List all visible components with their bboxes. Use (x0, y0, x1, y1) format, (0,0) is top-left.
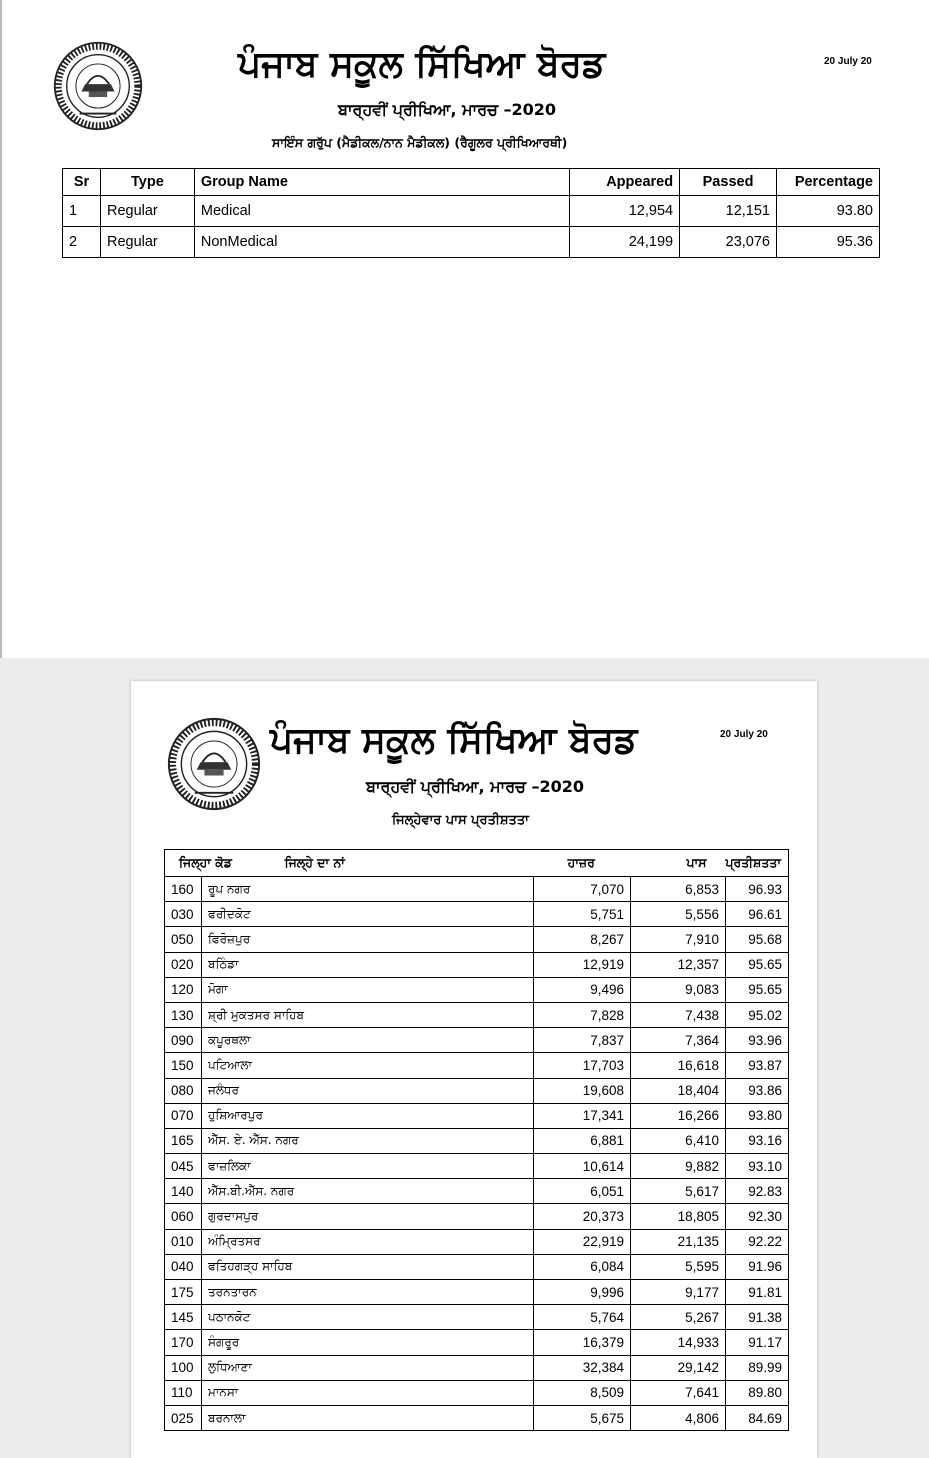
cell-district-name: ਅੰਮ੍ਰਿਤਸਰ (201, 1229, 533, 1254)
cell-district-name: ਬਰਨਾਲਾ (201, 1405, 533, 1430)
cell-district-code: 020 (165, 952, 202, 977)
cell-district-code: 045 (165, 1154, 202, 1179)
table-row (165, 952, 789, 977)
table-row (63, 227, 880, 258)
cell-district-name: ਜਲੰਧਰ (201, 1078, 533, 1103)
cell-percentage: 89.80 (725, 1380, 788, 1405)
table-row (165, 1254, 789, 1279)
cell-passed: 5,617 (631, 1179, 726, 1204)
cell-passed: 7,364 (631, 1028, 726, 1053)
cell-district-name: ਫਰੀਦਕੋਟ (201, 902, 533, 927)
report-date: 20 July 20 (824, 56, 872, 67)
cell-appeared: 17,703 (534, 1053, 631, 1078)
table-row (165, 1229, 789, 1254)
district-wise-line: ਜਿਲ੍ਹੇਵਾਰ ਪਾਸ ਪ੍ਰਤੀਸ਼ਤਤਾ (392, 813, 529, 828)
cell-district-name: ਕਪੂਰਥਲਾ (201, 1028, 533, 1053)
cell-appeared: 7,070 (534, 877, 631, 902)
table-row (165, 927, 789, 952)
cell-district-name: ਸੰਗਰੂਰ (201, 1330, 533, 1355)
cell-percentage: 89.99 (725, 1355, 788, 1380)
cell-percentage: 92.30 (725, 1204, 788, 1229)
cell-percentage: 91.81 (725, 1280, 788, 1305)
cell-passed: 5,595 (631, 1254, 726, 1279)
cell-district-code: 010 (165, 1229, 202, 1254)
cell-appeared: 22,919 (534, 1229, 631, 1254)
cell-district-name: ਮੋਗਾ (201, 977, 533, 1002)
cell-passed: 6,410 (631, 1128, 726, 1153)
header-code-name (165, 850, 534, 877)
cell-passed: 18,805 (631, 1204, 726, 1229)
table-row (63, 196, 880, 227)
cell-appeared: 5,764 (534, 1305, 631, 1330)
header-type: Type (100, 169, 194, 196)
cell-passed: 7,910 (631, 927, 726, 952)
cell-passed: 12,151 (680, 196, 777, 227)
cell-appeared: 5,675 (534, 1405, 631, 1430)
header-percentage: ਪ੍ਰਤੀਸ਼ਤਤਾ (725, 850, 788, 877)
cell-district-name: ਫਿਰੋਜ਼ਪੁਰ (201, 927, 533, 952)
cell-passed: 16,266 (631, 1103, 726, 1128)
cell-passed: 12,357 (631, 952, 726, 977)
cell-district-name: ਸ਼੍ਰੀ ਮੁਕਤਸਰ ਸਾਹਿਬ (201, 1002, 533, 1027)
cell-district-code: 170 (165, 1330, 202, 1355)
table-row (165, 1204, 789, 1229)
cell-district-code: 120 (165, 977, 202, 1002)
cell-passed: 5,267 (631, 1305, 726, 1330)
cell-district-name: ਮਾਨਸਾ (201, 1380, 533, 1405)
cell-percentage: 92.83 (725, 1179, 788, 1204)
board-logo (52, 40, 144, 132)
header-district-code: ਜਿਲ੍ਹਾ ਕੋਡ (179, 855, 232, 870)
cell-district-code: 165 (165, 1128, 202, 1153)
cell-sr: 1 (63, 196, 101, 227)
cell-passed: 14,933 (631, 1330, 726, 1355)
cell-percentage: 93.10 (725, 1154, 788, 1179)
table-row (165, 1053, 789, 1078)
cell-district-code: 150 (165, 1053, 202, 1078)
cell-district-name: ਫਾਜ਼ਲਿਕਾ (201, 1154, 533, 1179)
cell-district-name: ਬਠਿੰਡਾ (201, 952, 533, 977)
cell-percentage: 95.68 (725, 927, 788, 952)
cell-appeared: 16,379 (534, 1330, 631, 1355)
cell-passed: 9,882 (631, 1154, 726, 1179)
cell-district-name: ਫਤਿਹਗੜ੍ਹ ਸਾਹਿਬ (201, 1254, 533, 1279)
cell-district-code: 025 (165, 1405, 202, 1430)
cell-district-name: ਲੁਧਿਆਣਾ (201, 1355, 533, 1380)
cell-district-name: ਪਠਾਨਕੋਟ (201, 1305, 533, 1330)
cell-district-name: ਤਰਨਤਾਰਨ (201, 1280, 533, 1305)
cell-appeared: 17,341 (534, 1103, 631, 1128)
cell-percentage: 96.93 (725, 877, 788, 902)
header-passed: ਪਾਸ (631, 850, 726, 877)
group-line: ਸਾਇੰਸ ਗਰੁੱਪ (ਮੈਡੀਕਲ/ਨਾਨ ਮੈਡੀਕਲ) (ਰੈਗੂਲਰ ਪ੍ਰੀਖਿਆਰਥੀ) (272, 135, 568, 150)
cell-appeared: 7,837 (534, 1028, 631, 1053)
table-row (165, 1355, 789, 1380)
cell-passed: 6,853 (631, 877, 726, 902)
table-row (165, 1028, 789, 1053)
cell-appeared: 19,608 (534, 1078, 631, 1103)
table-header-row (63, 169, 880, 196)
cell-district-code: 100 (165, 1355, 202, 1380)
cell-percentage: 84.69 (725, 1405, 788, 1430)
cell-district-name: ਐੱਸ.ਬੀ.ਐੱਸ. ਨਗਰ (201, 1179, 533, 1204)
cell-percentage: 91.96 (725, 1254, 788, 1279)
exam-line-2: ਬਾਰ੍ਹਵੀਂ ਪ੍ਰੀਖਿਆ, ਮਾਰਚ –2020 (366, 777, 585, 796)
cell-percentage: 91.17 (725, 1330, 788, 1355)
cell-appeared: 8,509 (534, 1380, 631, 1405)
table-row (165, 1405, 789, 1430)
cell-passed: 29,142 (631, 1355, 726, 1380)
cell-percentage: 93.96 (725, 1028, 788, 1053)
table-row (165, 1280, 789, 1305)
header-sr: Sr (63, 169, 101, 196)
cell-appeared: 7,828 (534, 1002, 631, 1027)
district-results-table (164, 849, 789, 1431)
cell-percentage: 93.86 (725, 1078, 788, 1103)
cell-appeared: 12,954 (570, 196, 680, 227)
cell-district-code: 030 (165, 902, 202, 927)
board-title: ਪੰਜਾਬ ਸਕੂਲ ਸਿੱਖਿਆ ਬੋਰਡ (238, 44, 606, 85)
cell-appeared: 20,373 (534, 1204, 631, 1229)
header-percentage: Percentage (777, 169, 880, 196)
group-results-table (62, 168, 880, 258)
cell-passed: 9,083 (631, 977, 726, 1002)
cell-passed: 7,438 (631, 1002, 726, 1027)
board-title-2: ਪੰਜਾਬ ਸਕੂਲ ਸਿੱਖਿਆ ਬੋਰਡ (270, 720, 638, 761)
header-district-name: ਜਿਲ੍ਹੇ ਦਾ ਨਾਂ (284, 855, 345, 870)
table-row (165, 1078, 789, 1103)
table-row (165, 1103, 789, 1128)
header-appeared: Appeared (570, 169, 680, 196)
cell-group-name: NonMedical (194, 227, 569, 258)
cell-passed: 16,618 (631, 1053, 726, 1078)
table-row (165, 1179, 789, 1204)
board-logo-2 (166, 716, 262, 812)
cell-appeared: 6,084 (534, 1254, 631, 1279)
cell-district-code: 130 (165, 1002, 202, 1027)
cell-sr: 2 (63, 227, 101, 258)
cell-district-code: 145 (165, 1305, 202, 1330)
cell-district-name: ਰੂਪ ਨਗਰ (201, 877, 533, 902)
header-passed: Passed (680, 169, 777, 196)
table-row (165, 1128, 789, 1153)
cell-appeared: 32,384 (534, 1355, 631, 1380)
cell-percentage: 95.02 (725, 1002, 788, 1027)
table-row (165, 877, 789, 902)
table-row (165, 1154, 789, 1179)
cell-percentage: 93.80 (725, 1103, 788, 1128)
table-row (165, 1330, 789, 1355)
header-appeared: ਹਾਜ਼ਰ (534, 850, 631, 877)
cell-district-code: 140 (165, 1179, 202, 1204)
cell-district-code: 080 (165, 1078, 202, 1103)
cell-district-name: ਪਟਿਆਲਾ (201, 1053, 533, 1078)
table-row (165, 902, 789, 927)
table-header-row (165, 850, 789, 877)
cell-appeared: 6,051 (534, 1179, 631, 1204)
cell-district-code: 110 (165, 1380, 202, 1405)
cell-district-name: ਗੁਰਦਾਸਪੁਰ (201, 1204, 533, 1229)
header-group-name: Group Name (194, 169, 569, 196)
cell-percentage: 95.65 (725, 977, 788, 1002)
cell-percentage: 92.22 (725, 1229, 788, 1254)
cell-appeared: 9,996 (534, 1280, 631, 1305)
exam-line: ਬਾਰ੍ਹਵੀਂ ਪ੍ਰੀਖਿਆ, ਮਾਰਚ –2020 (338, 100, 557, 119)
cell-percentage: 96.61 (725, 902, 788, 927)
cell-passed: 23,076 (680, 227, 777, 258)
cell-percentage: 95.65 (725, 952, 788, 977)
table-row (165, 977, 789, 1002)
cell-passed: 18,404 (631, 1078, 726, 1103)
cell-appeared: 10,614 (534, 1154, 631, 1179)
table-row (165, 1002, 789, 1027)
table-row (165, 1305, 789, 1330)
cell-passed: 7,641 (631, 1380, 726, 1405)
report-date-2: 20 July 20 (720, 729, 768, 740)
table-row (165, 1380, 789, 1405)
cell-appeared: 12,919 (534, 952, 631, 977)
document-page-1 (0, 0, 929, 658)
cell-type: Regular (100, 227, 194, 258)
cell-passed: 9,177 (631, 1280, 726, 1305)
cell-percentage: 91.38 (725, 1305, 788, 1330)
cell-type: Regular (100, 196, 194, 227)
cell-district-code: 060 (165, 1204, 202, 1229)
cell-appeared: 6,881 (534, 1128, 631, 1153)
cell-appeared: 5,751 (534, 902, 631, 927)
cell-district-code: 070 (165, 1103, 202, 1128)
cell-district-name: ਐੱਸ. ਏ. ਐੱਸ. ਨਗਰ (201, 1128, 533, 1153)
cell-passed: 4,806 (631, 1405, 726, 1430)
cell-passed: 21,135 (631, 1229, 726, 1254)
cell-district-name: ਹੁਸ਼ਿਆਰਪੁਰ (201, 1103, 533, 1128)
cell-district-code: 040 (165, 1254, 202, 1279)
cell-percentage: 93.16 (725, 1128, 788, 1153)
cell-district-code: 175 (165, 1280, 202, 1305)
cell-appeared: 9,496 (534, 977, 631, 1002)
cell-passed: 5,556 (631, 902, 726, 927)
cell-district-code: 050 (165, 927, 202, 952)
cell-percentage: 93.87 (725, 1053, 788, 1078)
cell-appeared: 24,199 (570, 227, 680, 258)
cell-district-code: 090 (165, 1028, 202, 1053)
cell-percentage: 95.36 (777, 227, 880, 258)
cell-appeared: 8,267 (534, 927, 631, 952)
cell-group-name: Medical (194, 196, 569, 227)
cell-district-code: 160 (165, 877, 202, 902)
cell-percentage: 93.80 (777, 196, 880, 227)
